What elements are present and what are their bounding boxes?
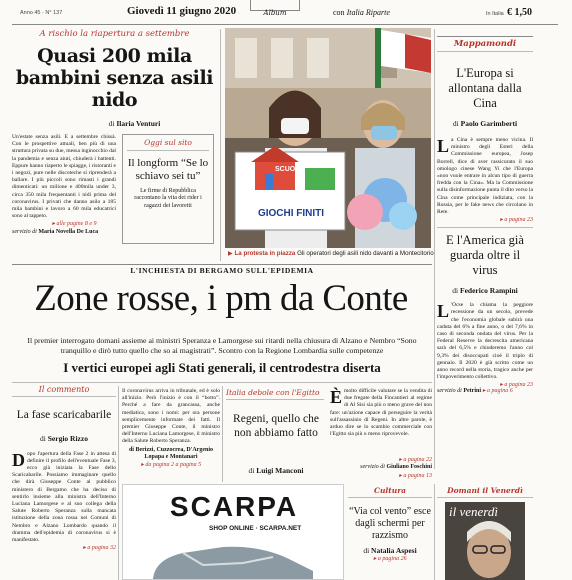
commento-ref-text: a pagina 32 <box>87 545 116 552</box>
commento-body: Dopo l'apertura della Fase 2 in attesa di definire il profilo dell'eventuale Fase 3, ecco già iniziata la Fase dello Scaricabarile. Possiamo immaginare quello che dirà Giuseppe Conte al pubblico ministero di Bergamo che ha deciso di sentirlo insieme alla ministra dell'Interno Luciana Lamorgese e al suo collega della Salute Roberto Speranza sulla mancata istituzione della zona rossa nei Comuni di Nembro e Alzano Lombardo quando il dramma dell'epidemia di coronavirus si è manifestato. <box>12 449 116 543</box>
cultura-ref[interactable]: ▸ a pagina 26 <box>373 556 407 562</box>
photo-caption <box>228 250 433 257</box>
mappamondi-a1-body: La Cina è sempre meno vicina. Il ministro degli Esteri della Commissione europea, Josep Borrell, dice di aver rassicurato il suo omologo cinese Wang Yi che l'Europa «non vuole entrare in alcun tipo di guerra fredda con la Cina». Ma la Commissione sulla disinformazione punta il dito verso la Cina come principale indiziata, con la Russia, per le fake news che circolano in Rete. <box>437 136 533 216</box>
lead-kicker: A rischio la riapertura a settembre <box>39 29 190 39</box>
lead-byline <box>52 119 217 128</box>
shoe-illustration <box>143 541 323 580</box>
divider-v-right <box>434 29 435 469</box>
lead-related-author: Maria Novella De Luca <box>38 229 99 236</box>
cultura-column <box>348 486 432 580</box>
sign-school-label: SCUOLA <box>275 166 305 173</box>
mappamondi-a1-title[interactable]: L'Europa si allontana dalla Cina <box>448 66 522 110</box>
mappamondi-a2-title[interactable]: E l'America già guarda oltre il virus <box>446 233 524 278</box>
caption-title: La protesta in piazza <box>234 250 296 257</box>
masthead <box>0 0 572 26</box>
mappamondi-a1-body-text: a Cina è sempre meno vicina. Il ministro degli Esteri della Commissione europea, Josep Borrell, dice di aver rassicurato il suo omologo cinese Wang Yi che l'Europa «non vuole entrare in alcun tipo di guerra fredda con la Cina». Ma la Commissione sulla disinformazione punta il dito verso la Cina come principale indiziata, con la Russia, per le fake news che circolano in Rete. <box>437 137 533 216</box>
conte-column-body: Il coronavirus arriva in tribunale, ed è solo all'inizio. Però l'inizio è con il “botto”. Perché a fare da grancassa, anche mediatica, sono i nomi: per ora persone semplicemente informate dei fatti. Il premier Giuseppe Conte, il ministro dell'Interno Luciana Lamorgese, il ministro della Salute Roberto Speranza. <box>122 388 220 445</box>
mappamondi-a1-byline: di Paolo Garimberti <box>452 119 518 128</box>
mappamondi-a2-body: L 'Ocse la chiama la peggiore recessione da un secolo, prevede che l'economia globale subirà una caduta del 6% a fine anno, o del 7,6% in caso di seconda ondata del virus. Per la Federal Reserve la decrescita americana sarà del 6,5% e chiuderemo l'anno col 9,3% dei disoccupati cioè il triplo di gennaio. Il 2020 è già scritto come un anno record nella storia, tragico anche per l'impoverimento collettivo. <box>437 301 533 381</box>
protest-photo[interactable] <box>225 28 431 248</box>
sidebar-box-text: Le firme di Repubblica raccontano la vita dei rider i ragazzi dei lavoretti <box>134 188 202 209</box>
mappamondi-a2-author[interactable]: Federico Rampini <box>460 286 518 296</box>
main-headline[interactable]: Zone rosse, i pm da Conte <box>34 278 408 319</box>
mappamondi-a1-ref[interactable]: ▸ a pagina 23 <box>499 217 533 224</box>
main-kicker: L'INCHIESTA DI BERGAMO SULL'EPIDEMIA <box>130 266 314 275</box>
scarpa-ad[interactable] <box>122 484 344 580</box>
main-top-rule <box>12 264 432 265</box>
venerdi-box[interactable] <box>437 486 533 580</box>
divider-v2 <box>118 386 119 580</box>
sign-text: GIOCHI FINITI <box>257 208 325 219</box>
regeni-related[interactable] <box>330 464 432 471</box>
commento-byline: di Sergio Rizzo <box>40 433 88 443</box>
cultura-title[interactable]: “Via col vento” esce dagli schermi per razzismo <box>349 506 431 541</box>
conte-column-ref-text: da pagina 2 a pagina 5 <box>145 462 202 469</box>
cultura-header: Cultura <box>348 486 432 498</box>
regeni-related-ref-text: a pagina 13 <box>403 473 432 479</box>
cultura-author[interactable]: Natalia Aspesi <box>371 546 417 555</box>
lead-continued-text: alle pagine 8 e 9 <box>56 221 97 228</box>
masthead-logo-fragment: Album <box>263 9 287 17</box>
conte-column <box>122 388 220 478</box>
mappamondi-a1-ref-text: a pagina 23 <box>504 217 533 224</box>
commento-body-text: opo l'apertura della Fase 2 in attesa di definire il profilo dell'eventuale Fase 3, ecco già iniziata la Fase dello Scaricabarile. Possiamo immaginare quello che dirà Giuseppe Conte al pubblico ministero di Bergamo che ha deciso di sentirlo insieme alla ministra dell'Interno Luciana Lamorgese e al suo collega della Salute Roberto Speranza sulla mancata istituzione della zona rossa nei Comuni di Nembro e Alzano Lombardo quando il dramma dell'epidemia di coronavirus si è manifestato. <box>12 450 116 543</box>
main-deck: Il premier interrogato domani assieme ai ministri Speranza e Lamorgese sui ritardi nella chiusura di Alzano e Nembro “Sono tranquillo e dirò tutto quello che so ai magistrati”. Scontro con la Regione Lombardia sulle competenze <box>27 336 417 355</box>
regeni-ref[interactable]: ▸ a pagina 22 <box>398 457 432 463</box>
lead-byline-prefix: di <box>108 119 115 128</box>
regeni-story <box>226 388 432 480</box>
masthead-rule <box>12 24 558 25</box>
issue-date: Giovedì 11 giugno 2020 <box>127 5 237 17</box>
main-subhead[interactable]: I vertici europei agli Stati generali, il centrodestra diserta <box>63 360 381 375</box>
masthead-promo <box>333 8 390 17</box>
conte-column-ref[interactable]: ▸ da pagina 2 a pagina 5 <box>140 462 202 469</box>
mappamondi-a2-byline: di Federico Rampini <box>452 286 518 296</box>
regeni-related-author: Giuliano Foschini <box>386 464 432 470</box>
caption-icon: ▶ <box>228 250 233 257</box>
caption-text: Gli operatori degli asili nido davanti a Montecitorio <box>297 250 434 257</box>
mappamondi-a2-body-text: 'Ocse la chiama la peggiore recessione da un secolo, prevede che l'economia globale subirà una caduta del 6% a fine anno, o del 7,6% in caso di seconda ondata del virus. Per la Federal Reserve la decrescita americana sarà del 6,5% e chiuderemo l'anno col 9,3% dei disoccupati cioè il triplo di gennaio. Il 2020 è già scritto come un anno record nella storia, tragico anche per l'impoverimento collettivo. <box>437 302 533 381</box>
promo-title: Italia Riparte <box>346 8 390 17</box>
divider-v4 <box>434 484 435 580</box>
commento-header: Il commento <box>12 385 116 397</box>
venerdi-logo: il venerdì <box>449 504 498 519</box>
mappamondi-related[interactable] <box>437 388 533 395</box>
cultura-byline: di Natalia Aspesi <box>363 546 417 555</box>
mappamondi-a2-ref[interactable]: ▸ a pagina 23 <box>499 382 533 389</box>
divider-v1 <box>220 29 221 261</box>
lead-headline[interactable]: Quasi 200 mila bambini senza asili nido <box>15 45 214 111</box>
price-label: In Italia <box>486 11 504 17</box>
regeni-body-text: molto difficile valutare se la vendita di due fregate della Fincantieri al regime di Al Sisi sia più o meno grave del non fare: un'azione capace di perseguire la verità sull'assassinio di Regeni. In altre parole, è arduo dire se lo scambio commerciale con l'Egitto sia più o meno riprovevole. <box>330 388 432 438</box>
mappamondi-a2-ref-text: a pagina 23 <box>504 382 533 389</box>
lead-byline-author[interactable]: Ilaria Venturi <box>116 119 161 128</box>
lead-related-prefix: servizio di <box>12 229 37 236</box>
mappamondi-a1-author[interactable]: Paolo Garimberti <box>460 119 518 128</box>
ad-brand: SCARPA <box>169 491 299 522</box>
regeni-author[interactable]: Luigi Manconi <box>256 466 304 475</box>
regeni-byline: di Luigi Manconi <box>248 466 304 475</box>
sidebar-box-title[interactable]: Il longform “Se lo schiavo sei tu” <box>127 157 209 182</box>
lead-body: Un'estate senza asili. E a settembre chissà. Con le prospettive attuali, ben più di una struttura privata su due, messa inginocchio dal la pandemia e senza aiuti, chiuderà i battenti. Eppure hanno riaperto le spiagge, i ristoranti e i negozi, pure nelle discoteche si riprenderà a ballare. I più piccoli sono rimasti i grandi dimenticati: un milione e 400mila under 3, circa 350 mila frequentanti i nidi prima del coronavirus. I privati che danno asilo a 185 mila bambini e lavoro a 60 mila educatrici sono al tappeto. <box>12 134 116 220</box>
venerdi-header: Domani il Venerdì <box>437 486 533 498</box>
commento-author[interactable]: Sergio Rizzo <box>47 433 88 443</box>
cultura-ref-text: a pagina 26 <box>377 556 407 562</box>
regeni-related-ref[interactable]: ▸ a pagina 13 <box>398 473 432 479</box>
main-bottom-rule <box>12 382 432 383</box>
lead-continued[interactable]: ▸ alle pagine 8 e 9 <box>52 221 97 228</box>
commento-column <box>12 385 116 580</box>
promo-prefix: con <box>333 8 345 17</box>
mappamondi-divider <box>437 227 533 228</box>
sidebar-box-kicker: Oggi sul sito <box>127 138 209 151</box>
regeni-title[interactable]: Regeni, quello che non abbiamo fatto <box>233 413 319 439</box>
commento-title[interactable]: La fase scaricabarile <box>16 409 112 421</box>
regeni-body: Èmolto difficile valutare se la vendita di due fregate della Fincantieri al regime di Al Sisi sia più o meno grave del non fare: un'azione capace di perseguire la verità sull'assassinio di Regeni. In altre parole, è arduo dire se lo scambio commerciale con l'Egitto sia più o meno riprovevole. <box>330 387 432 438</box>
masthead-logo-box <box>250 0 300 17</box>
sidebar-box-longform[interactable] <box>122 134 214 244</box>
commento-ref[interactable]: ▸ a pagina 32 <box>82 545 116 552</box>
mappamondi-column <box>437 36 533 466</box>
conte-column-authors[interactable]: di Berizzi, Cuzzocrea, D'Argenio Lopapa e Montanari <box>128 446 214 460</box>
ad-line: SHOP ONLINE · SCARPA.NET <box>209 525 302 532</box>
price: € 1,50 <box>507 7 532 18</box>
regeni-header: Italia debole con l'Egitto <box>226 388 324 400</box>
mappamondi-header: Mappamondi <box>437 36 533 52</box>
regeni-related-prefix: servizio di <box>360 464 385 470</box>
mappamondi-related-ref-text: a pagina 6 <box>487 388 513 395</box>
divider-v3 <box>222 386 223 482</box>
mappamondi-related-ref: ▸ a pagina 6 <box>482 388 513 395</box>
mappamondi-related-prefix: servizio di <box>437 388 462 395</box>
issue-number: Anno 45 · N° 137 <box>20 10 63 16</box>
venerdi-cover[interactable] <box>445 502 525 580</box>
mappamondi-related-author: Petrini <box>463 388 482 395</box>
regeni-ref-text: a pagina 22 <box>403 457 432 463</box>
